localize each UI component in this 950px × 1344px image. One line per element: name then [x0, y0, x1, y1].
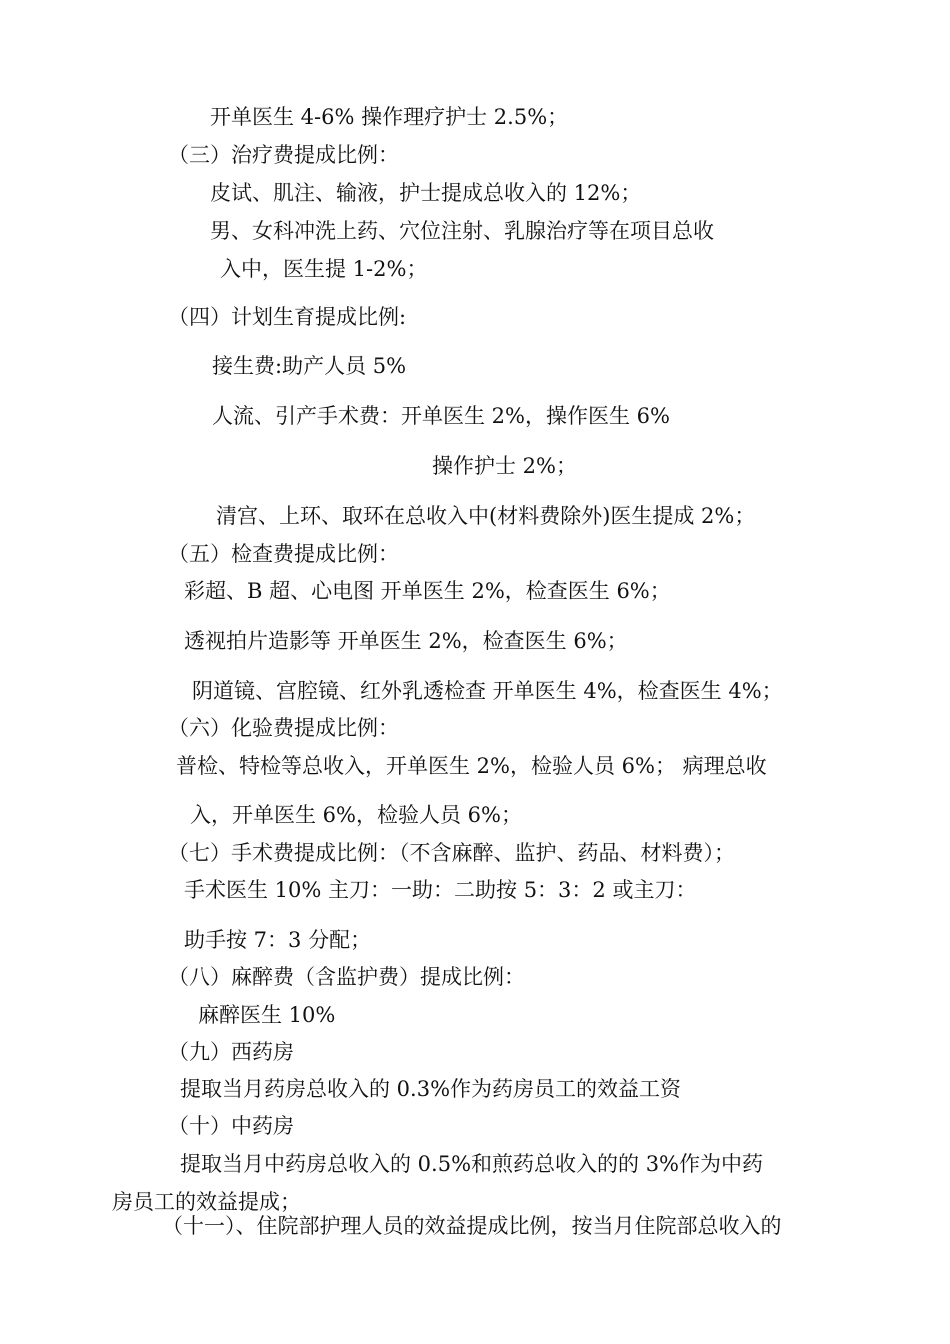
- section-heading-4: （四）计划生育提成比例:: [168, 305, 407, 329]
- text-line-12: 彩超、B 超、心电图 开单医生 2%，检查医生 6%；: [184, 579, 671, 603]
- section-heading-8: （八）麻醉费（含监护费）提成比例：: [168, 965, 525, 989]
- text-line-19: 手术医生 10% 主刀：一助：二助按 5：3：2 或主刀：: [184, 878, 697, 902]
- section-heading-7: （七）手术费提成比例：（不含麻醉、监护、药品、材料费）；: [168, 841, 735, 865]
- text-line-27: 房员工的效益提成；: [112, 1190, 301, 1214]
- section-heading-11: （十一）、住院部护理人员的效益提成比例，按当月住院部总收入的: [162, 1214, 782, 1238]
- section-heading-9: （九）西药房: [168, 1040, 294, 1064]
- text-line-8: 人流、引产手术费：开单医生 2%，操作医生 6%: [212, 404, 670, 428]
- text-line-13: 透视拍片造影等 开单医生 2%，检查医生 6%；: [184, 629, 628, 653]
- text-line-1: 开单医生 4-6% 操作理疗护士 2.5%；: [210, 105, 569, 129]
- text-line-3: 皮试、肌注、输液，护士提成总收入的 12%；: [210, 181, 642, 205]
- text-line-20: 助手按 7：3 分配；: [184, 928, 372, 952]
- text-line-5: 入中，医生提 1-2%；: [220, 257, 428, 281]
- text-line-17: 入，开单医生 6%，检验人员 6%；: [190, 803, 522, 827]
- text-line-16: 普检、特检等总收入，开单医生 2%，检验人员 6%； 病理总收: [176, 754, 767, 778]
- section-heading-3: （三）治疗费提成比例：: [168, 143, 399, 167]
- text-line-22: 麻醉医生 10%: [198, 1003, 336, 1027]
- section-heading-5: （五）检查费提成比例：: [168, 542, 399, 566]
- text-line-4: 男、女科冲洗上药、穴位注射、乳腺治疗等在项目总收: [210, 219, 714, 243]
- text-line-26: 提取当月中药房总收入的 0.5%和煎药总收入的的 3%作为中药: [180, 1152, 764, 1176]
- text-line-14: 阴道镜、宫腔镜、红外乳透检查 开单医生 4%，检查医生 4%；: [192, 679, 783, 703]
- section-heading-10: （十）中药房: [168, 1114, 294, 1138]
- text-line-9: 操作护士 2%；: [432, 454, 577, 478]
- text-line-24: 提取当月药房总收入的 0.3%作为药房员工的效益工资: [180, 1077, 682, 1101]
- section-heading-6: （六）化验费提成比例：: [168, 716, 399, 740]
- text-line-10: 清宫、上环、取环在总收入中(材料费除外)医生提成 2%；: [216, 504, 756, 528]
- text-line-7: 接生费:助产人员 5%: [212, 354, 407, 378]
